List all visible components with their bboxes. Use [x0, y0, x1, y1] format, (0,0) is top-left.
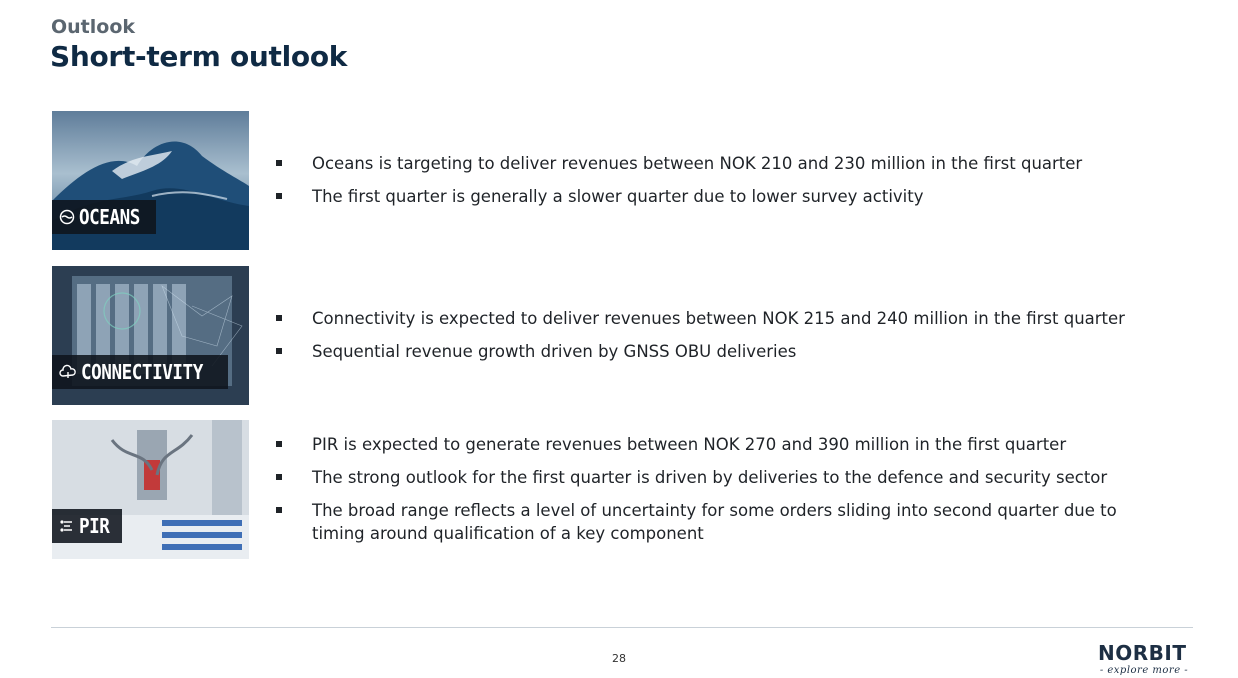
norbit-logo: [1098, 643, 1190, 676]
pir-image: [52, 420, 249, 559]
connectivity-tag-label: CONNECTIVITY: [81, 360, 203, 384]
oceans-bullets: [276, 152, 1176, 218]
pir-bullets: [276, 433, 1156, 555]
bullet-item: [276, 499, 1156, 545]
oceans-tag-label: OCEANS: [79, 205, 140, 229]
bullet-item: [276, 340, 1176, 363]
connectivity-tag: [52, 355, 228, 389]
connectivity-image: [52, 266, 249, 405]
footer-divider: [51, 627, 1193, 628]
bullet-square-icon: [276, 507, 282, 513]
bullet-item: [276, 152, 1176, 175]
bullet-text: PIR is expected to generate revenues between NOK 270 and 390 million in the first quarter: [312, 435, 1067, 454]
bullet-square-icon: [276, 474, 282, 480]
bullet-item: [276, 466, 1156, 489]
bullet-square-icon: [276, 315, 282, 321]
section-kicker: Outlook: [51, 16, 136, 38]
bullet-item: [276, 185, 1176, 208]
bullet-square-icon: [276, 348, 282, 354]
bullet-square-icon: [276, 193, 282, 199]
oceans-image: [52, 111, 249, 250]
logo-wordmark: NORBIT: [1098, 641, 1187, 665]
pir-tag: [52, 509, 122, 543]
logo-tagline: - explore more -: [1099, 665, 1189, 676]
bullet-item: [276, 433, 1156, 456]
page-number: 28: [612, 652, 626, 665]
bullet-item: [276, 307, 1176, 330]
pir-tag-label: PIR: [79, 514, 110, 538]
bullet-text: The strong outlook for the first quarter is driven by deliveries to the defence and security sector: [312, 468, 1108, 487]
nodes-icon: [59, 518, 75, 534]
oceans-tag: [52, 200, 156, 234]
oceans-icon: [59, 209, 75, 225]
bullet-text: Sequential revenue growth driven by GNSS OBU deliveries: [312, 342, 797, 361]
bullet-square-icon: [276, 441, 282, 447]
connectivity-bullets: [276, 307, 1176, 373]
bullet-text: Connectivity is expected to deliver revenues between NOK 215 and 240 million in the first quarter: [312, 309, 1125, 328]
bullet-text: The first quarter is generally a slower quarter due to lower survey activity: [312, 187, 924, 206]
bullet-text: Oceans is targeting to deliver revenues between NOK 210 and 230 million in the first quarter: [312, 154, 1083, 173]
bullet-square-icon: [276, 160, 282, 166]
cloud-icon: [59, 364, 77, 380]
bullet-text: The broad range reflects a level of uncertainty for some orders sliding into second quarter due to timing around qualification of a key component: [312, 501, 1117, 543]
page-title: Short-term outlook: [50, 40, 348, 73]
